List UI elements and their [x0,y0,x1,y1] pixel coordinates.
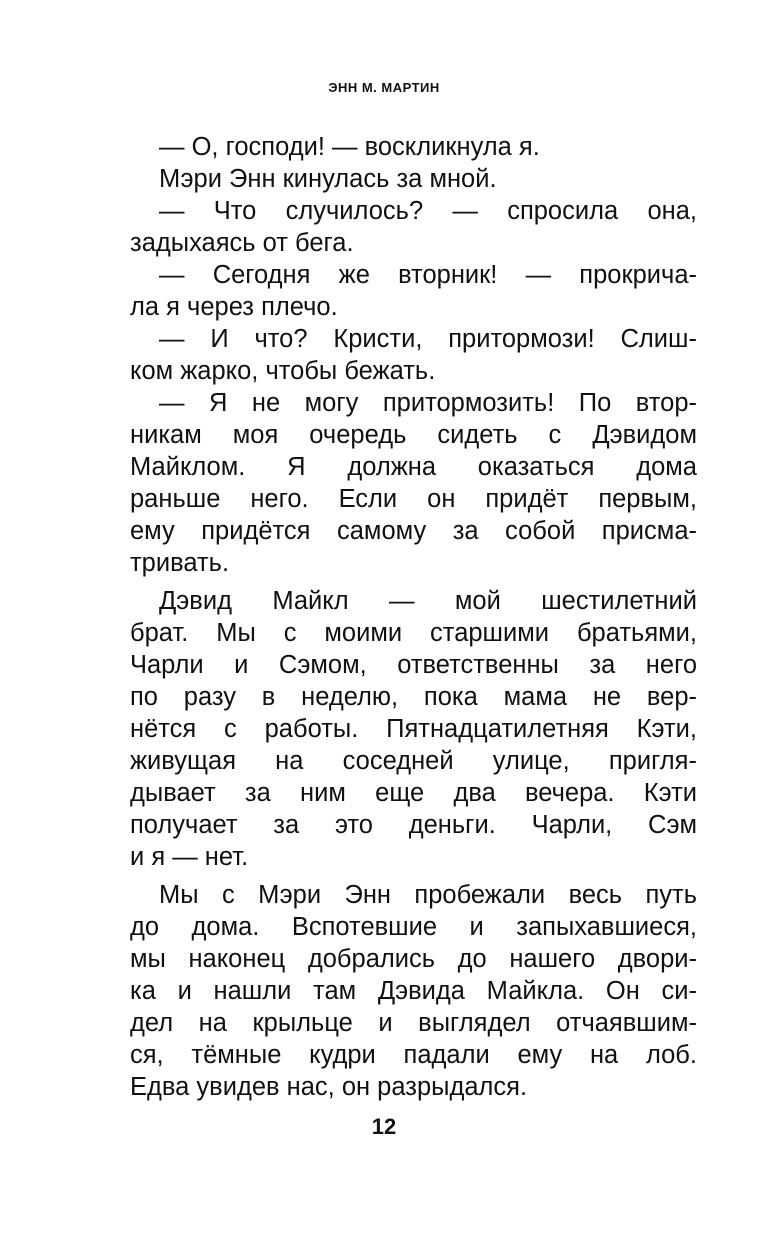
text-line: ся, тёмные кудри падали ему на лоб. [130,1041,697,1069]
text-line: раньше него. Если он придёт первым, [130,485,697,513]
text-line: ка и нашли там Дэвида Майкла. Он си- [130,977,697,1005]
text-line: Едва увидев нас, он разрыдался. [130,1073,528,1101]
text-line: Чарли и Сэмом, ответственны за него [130,651,697,679]
text-line: тривать. [130,549,230,577]
text-line: ком жарко, чтобы бежать. [130,357,436,385]
text-line: дывает за ним еще два вечера. Кэти [130,779,697,807]
text-line: Мэри Энн кинулась за мной. [159,165,497,193]
text-line: задыхаясь от бега. [130,229,354,257]
text-line: — Что случилось? — спросила она, [159,197,697,225]
text-line: Майклом. Я должна оказаться дома [130,453,697,481]
text-line: по разу в неделю, пока мама не вер- [130,683,697,711]
text-line: — Сегодня же вторник! — прокрича- [159,261,697,289]
text-line: никам моя очередь сидеть с Дэвидом [130,421,697,449]
body-text [130,131,697,1103]
text-line: нётся с работы. Пятнадцатилетняя Кэти, [130,715,697,743]
text-line: мы наконец добрались до нашего двори- [130,945,697,973]
text-line: ему придётся самому за собой присма- [130,517,697,545]
text-line: живущая на соседней улице, пригля- [130,747,697,775]
page-number: 12 [371,1114,397,1139]
text-line: Дэвид Майкл — мой шестилетний [159,587,697,615]
text-line: — И что? Кристи, притормози! Слиш- [159,325,697,353]
text-line: — О, господи! — воскликнула я. [159,133,540,161]
text-line: получает за это деньги. Чарли, Сэм [130,811,697,839]
text-line: ла я через плечо. [130,293,338,321]
text-line: брат. Мы с моими старшими братьями, [130,619,697,647]
running-head: ЭНН М. МАРТИН [328,80,440,95]
text-line: до дома. Вспотевшие и запыхавшиеся, [130,913,697,941]
text-line: дел на крыльце и выглядел отчаявшим- [130,1009,697,1037]
text-line: Мы с Мэри Энн пробежали весь путь [159,881,697,909]
text-line: — Я не могу притормозить! По втор- [159,389,697,417]
text-line: и я — нет. [130,843,249,871]
